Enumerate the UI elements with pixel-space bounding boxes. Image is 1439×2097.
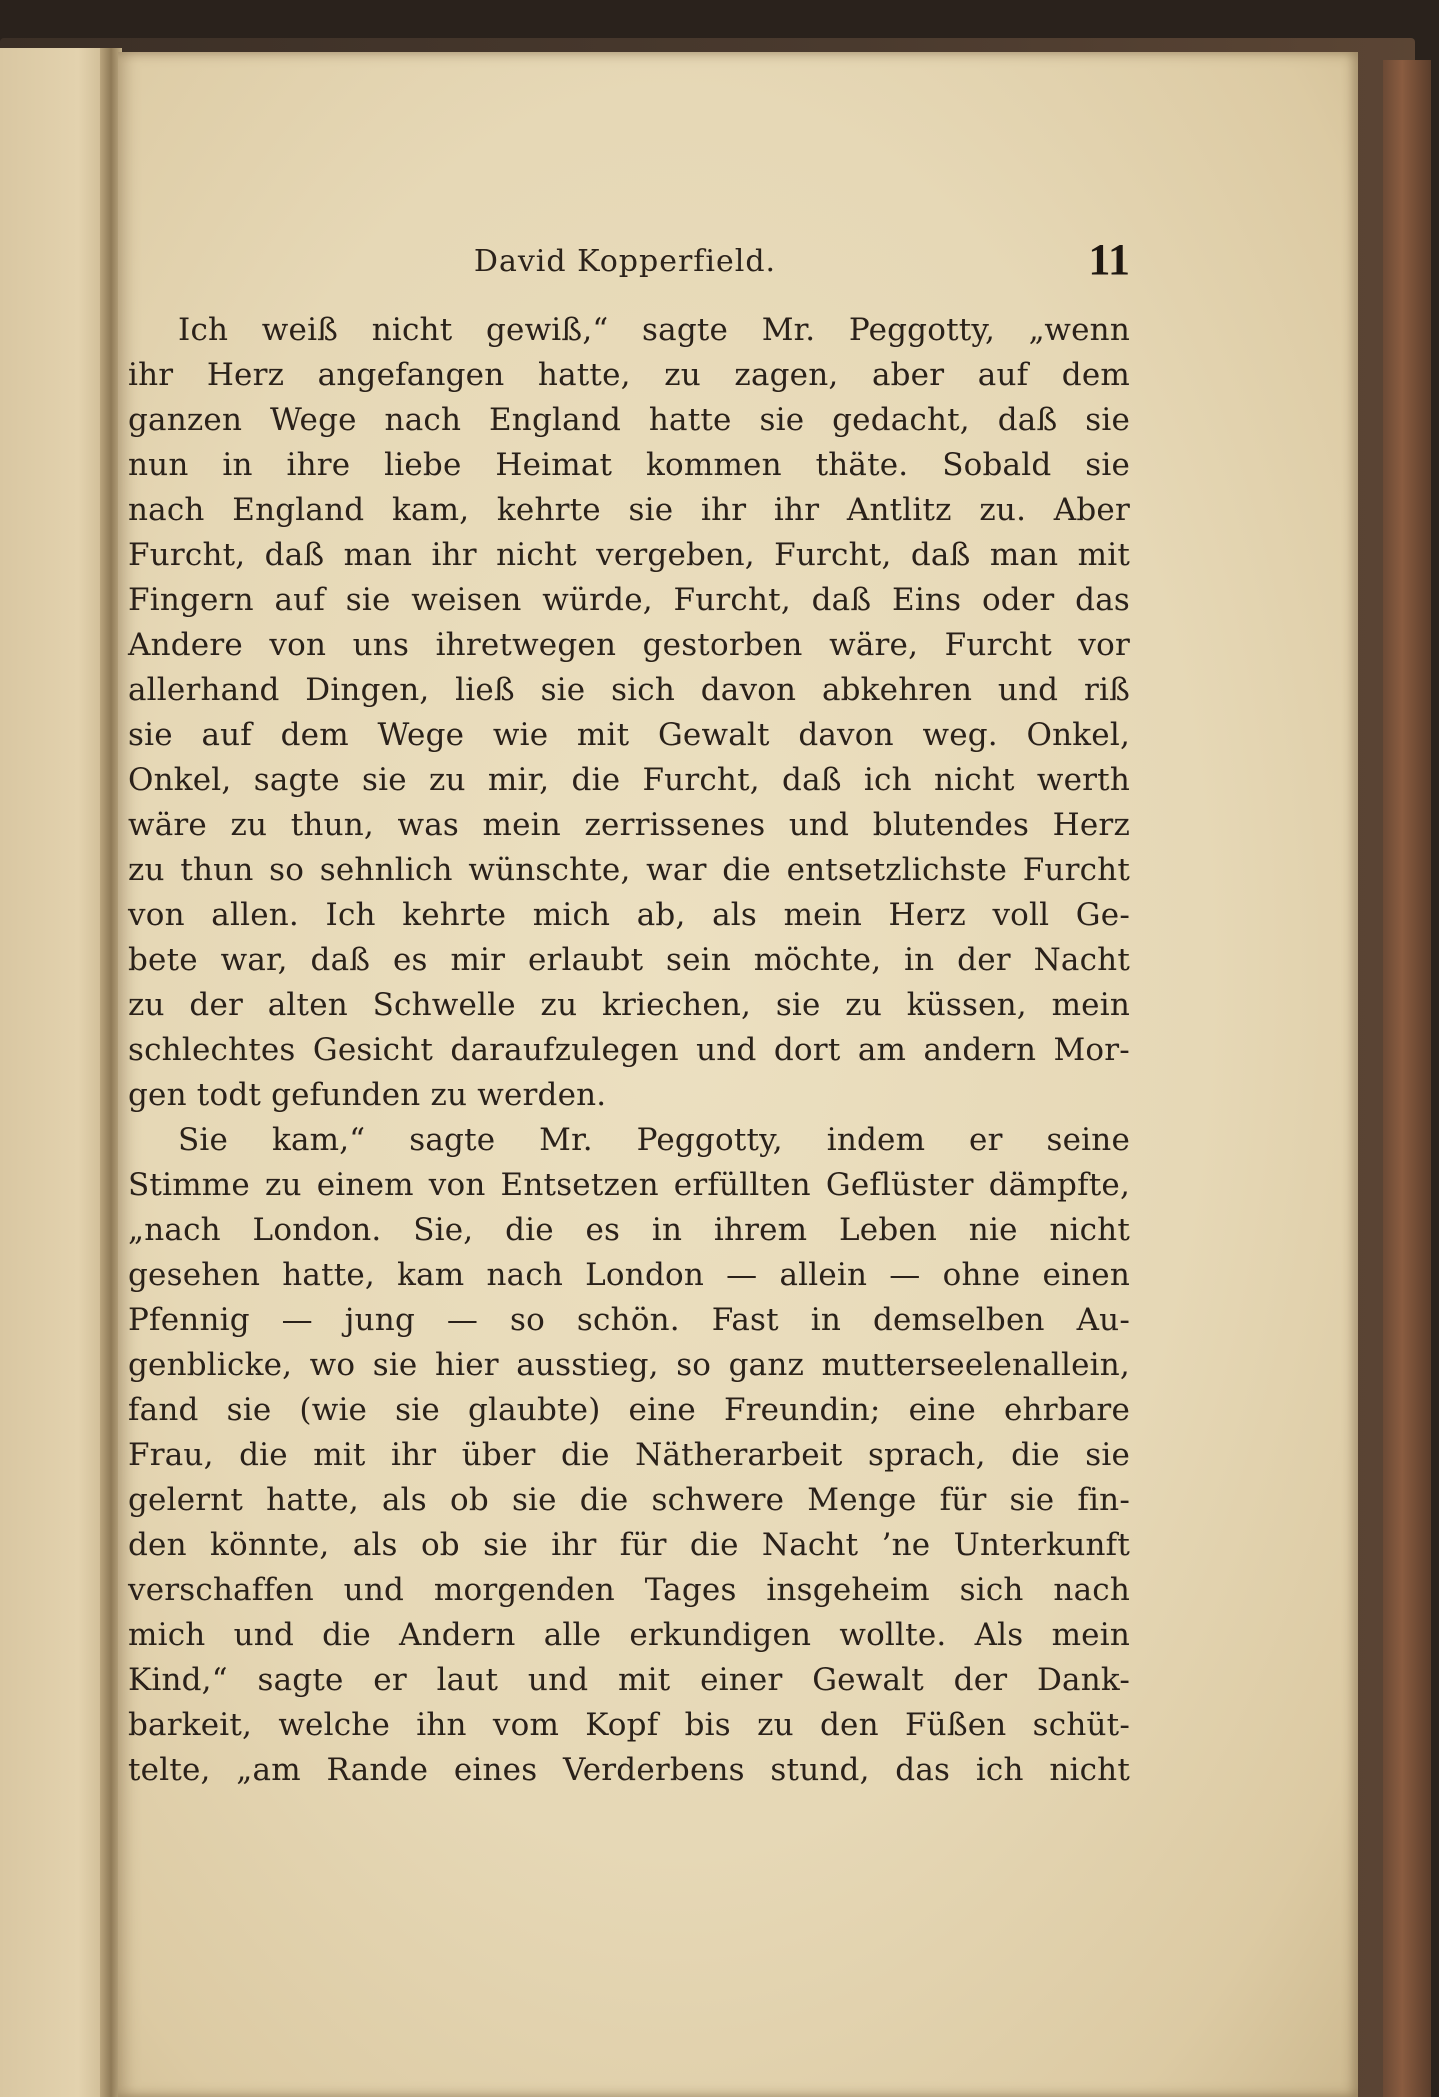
text-line: allerhand Dingen, ließ sie sich davon abkehren und riß	[128, 672, 1130, 708]
text-block	[128, 308, 1130, 1793]
text-line: Sie kam,“ sagte Mr. Peggotty, indem er seine	[178, 1122, 1130, 1158]
text-line: fand sie (wie sie glaubte) eine Freundin; eine ehrbare	[128, 1392, 1130, 1428]
text-line: zu der alten Schwelle zu kriechen, sie zu küssen, mein	[128, 987, 1130, 1023]
facing-page	[0, 48, 112, 2097]
text-line: gesehen hatte, kam nach London — allein — ohne einen	[128, 1257, 1130, 1293]
text-line: Ich weiß nicht gewiß,“ sagte Mr. Peggotty, „wenn	[178, 312, 1130, 348]
text-line: mich und die Andern alle erkundigen wollte. Als mein	[128, 1617, 1130, 1653]
running-title: David Kopperfield.	[473, 244, 777, 279]
page-number: 11	[1088, 235, 1130, 284]
text-line: Frau, die mit ihr über die Nätherarbeit sprach, die sie	[128, 1437, 1130, 1473]
page-header	[120, 196, 1130, 284]
text-line: Stimme zu einem von Entsetzen erfüllten Geflüster dämpfte,	[128, 1167, 1130, 1203]
text-line: ihr Herz angefangen hatte, zu zagen, aber auf dem	[128, 357, 1130, 393]
text-line: Andere von uns ihretwegen gestorben wäre, Furcht vor	[128, 627, 1130, 663]
text-line: gelernt hatte, als ob sie die schwere Menge für sie fin-	[128, 1482, 1130, 1518]
text-line: nach England kam, kehrte sie ihr ihr Antlitz zu. Aber	[128, 492, 1130, 528]
text-line: telte, „am Rande eines Verderbens stund, das ich nicht	[128, 1752, 1130, 1788]
text-line: Kind,“ sagte er laut und mit einer Gewalt der Dank-	[128, 1662, 1130, 1698]
text-line: nun in ihre liebe Heimat kommen thäte. Sobald sie	[128, 447, 1130, 483]
text-line: Fingern auf sie weisen würde, Furcht, daß Eins oder das	[128, 582, 1130, 618]
text-line: den könnte, als ob sie ihr für die Nacht ’ne Unterkunft	[128, 1527, 1130, 1563]
text-line: von allen. Ich kehrte mich ab, als mein Herz voll Ge-	[128, 897, 1130, 933]
text-line: „nach London. Sie, die es in ihrem Leben nie nicht	[128, 1212, 1130, 1248]
text-line: gen todt gefunden zu werden.	[128, 1077, 607, 1113]
text-line: sie auf dem Wege wie mit Gewalt davon weg. Onkel,	[128, 717, 1130, 753]
text-line: Furcht, daß man ihr nicht vergeben, Furcht, daß man mit	[128, 537, 1130, 573]
text-line: wäre zu thun, was mein zerrissenes und blutendes Herz	[128, 807, 1130, 843]
text-line: Onkel, sagte sie zu mir, die Furcht, daß ich nicht werth	[128, 762, 1130, 798]
text-line: verschaffen und morgenden Tages insgeheim sich nach	[128, 1572, 1130, 1608]
text-line: bete war, daß es mir erlaubt sein möchte, in der Nacht	[128, 942, 1130, 978]
text-line: zu thun so sehnlich wünschte, war die entsetzlichste Furcht	[128, 852, 1130, 888]
text-line: schlechtes Gesicht daraufzulegen und dort am andern Mor-	[128, 1032, 1130, 1068]
text-line: Pfennig — jung — so schön. Fast in demselben Au-	[128, 1302, 1130, 1338]
text-line: ganzen Wege nach England hatte sie gedacht, daß sie	[128, 402, 1130, 438]
text-line: barkeit, welche ihn vom Kopf bis zu den Füßen schüt-	[128, 1707, 1130, 1743]
text-line: genblicke, wo sie hier ausstieg, so ganz mutterseelenallein,	[128, 1347, 1130, 1383]
cover-edge	[1383, 60, 1431, 2097]
